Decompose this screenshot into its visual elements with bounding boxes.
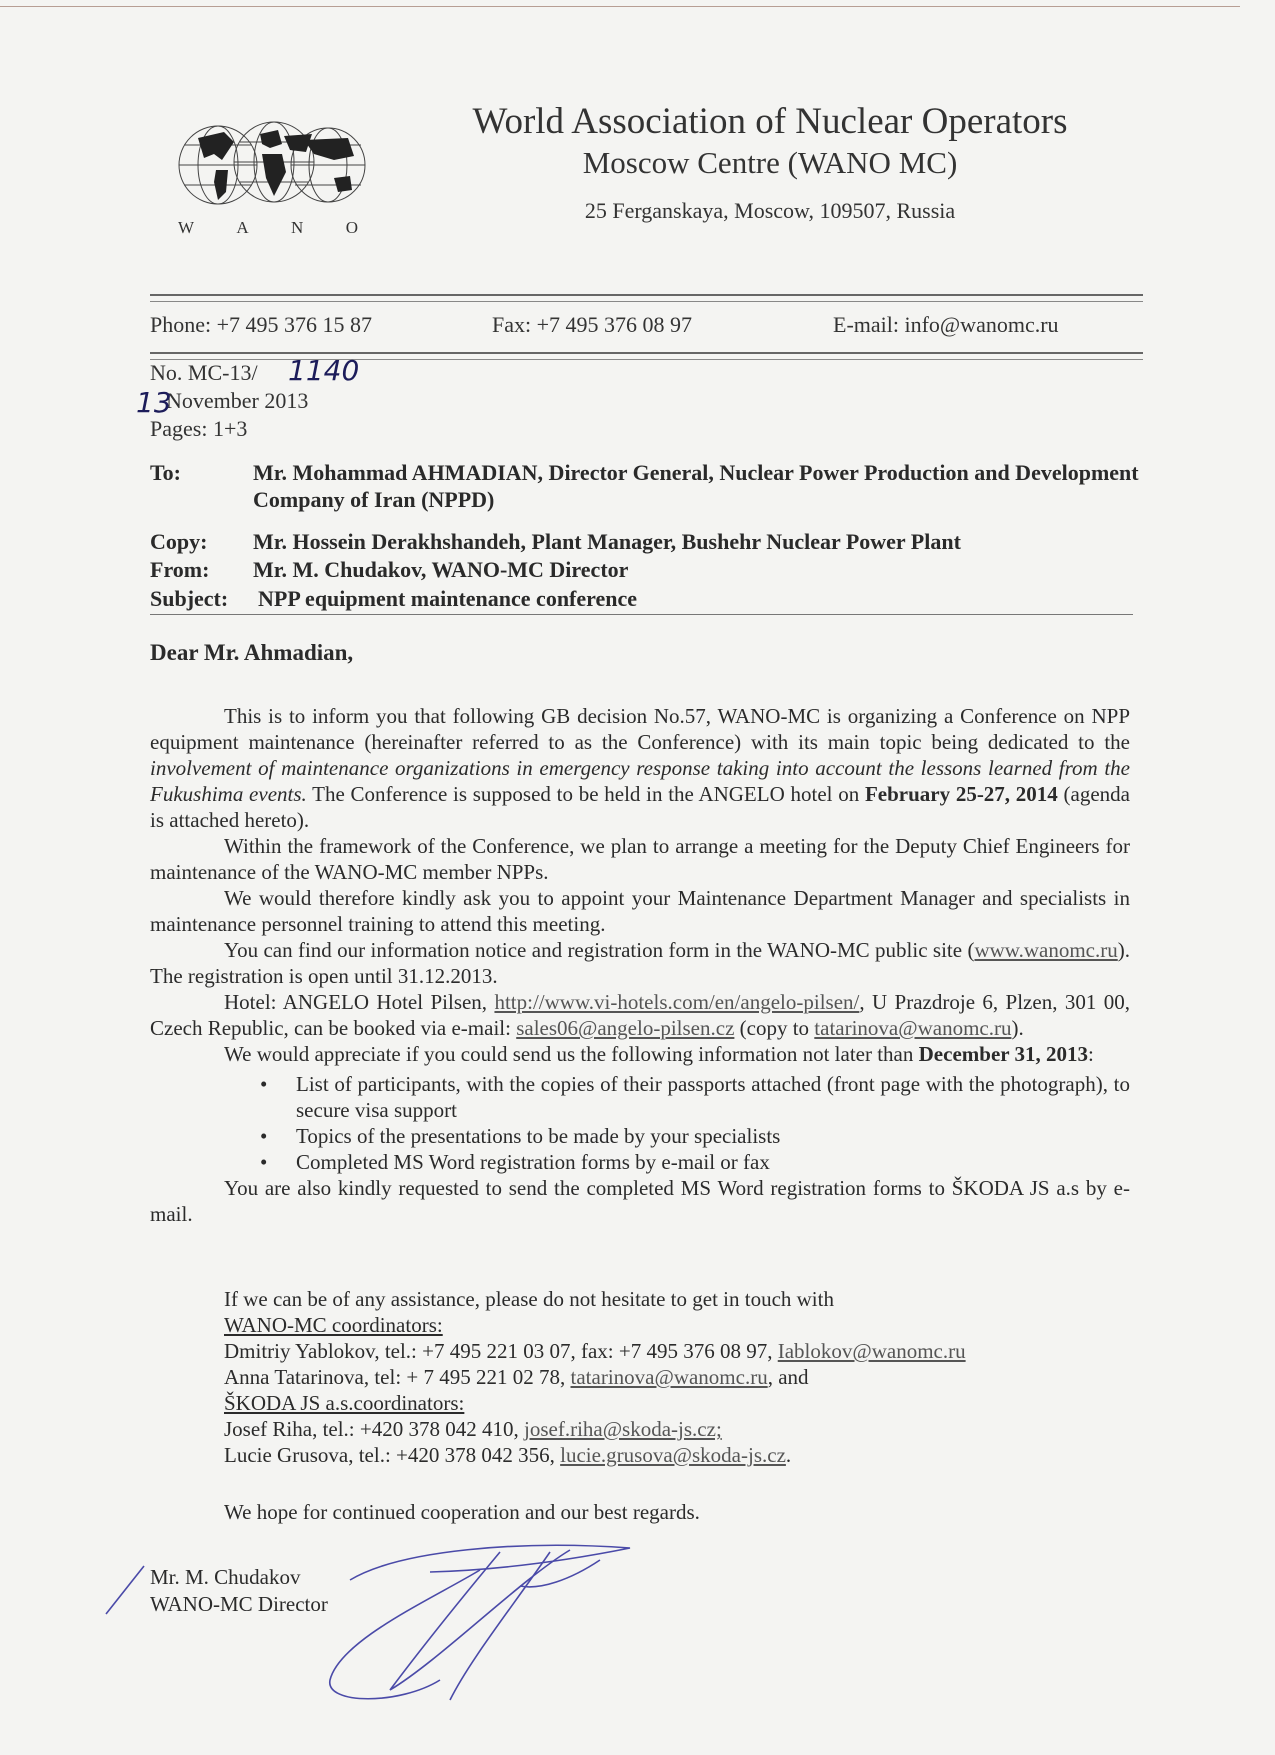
logo-letter: A: [236, 218, 249, 237]
hotel-link[interactable]: http://www.vi-hotels.com/en/angelo-pilsen/: [494, 990, 860, 1014]
site-link[interactable]: www.wanomc.ru: [974, 938, 1118, 962]
bold-run: December 31, 2013: [918, 1042, 1088, 1066]
coordinator-email-link[interactable]: tatarinova@wanomc.ru: [570, 1365, 768, 1389]
coordinator-line: [224, 1338, 966, 1364]
text-run: We would appreciate if you could send us the following information not later than: [224, 1042, 919, 1066]
paragraph-hotel: [150, 989, 1130, 1041]
text-run: .: [785, 1443, 792, 1467]
coordinator-email-link[interactable]: lucie.grusova@skoda-js.cz: [560, 1443, 786, 1467]
to-label: To:: [150, 460, 181, 485]
fax-text: Fax: +7 495 376 08 97: [492, 312, 693, 337]
handwritten-number: 1140: [288, 354, 360, 387]
paragraph-skoda: You are also kindly requested to send the completed MS Word registration forms to ŠKODA JS a.s by e-mail.: [150, 1176, 1130, 1226]
text-run: , and: [767, 1365, 809, 1389]
text-run: (copy to: [734, 1016, 815, 1040]
coordinator-line: [224, 1442, 966, 1468]
text-run: ). The registration is open until 31.12.2013.: [150, 938, 1130, 988]
closing-line: We hope for continued cooperation and our best regards.: [224, 1500, 700, 1524]
handwritten-day: 13: [136, 386, 172, 419]
logo-letter: O: [345, 218, 358, 237]
reference-date: November 2013: [166, 388, 309, 413]
text-run: (agenda is attached hereto).: [150, 782, 1130, 832]
assist-line: If we can be of any assistance, please do not hesitate to get in touch with: [224, 1287, 834, 1311]
subject-row: [150, 585, 1140, 613]
text-run: Anna Tatarinova, tel: + 7 495 221 02 78,: [224, 1365, 571, 1389]
signature-title: WANO-MC Director: [150, 1592, 328, 1616]
coordinator-email-link[interactable]: josef.riha@skoda-js.cz;: [524, 1417, 722, 1441]
copy-value: Mr. Hossein Derakhshandeh, Plant Manager, Bushehr Nuclear Power Plant: [253, 529, 961, 554]
text-run: , U Prazdroje 6, Plzen, 301 00, Czech Republic, can be booked via e-mail:: [150, 990, 1130, 1040]
paragraph-meeting: Within the framework of the Conference, we plan to arrange a meeting for the Deputy Chief Engineers for maintenance of the WANO-MC member NPPs.: [150, 834, 1130, 884]
email-text: E-mail: info@wanomc.ru: [833, 312, 1059, 337]
header-rule-top: [150, 294, 1143, 302]
text-run: ).: [1011, 1016, 1024, 1040]
letter-body: [150, 703, 1130, 1227]
skoda-coordinators-label: ŠKODA JS a.s.coordinators:: [224, 1391, 465, 1415]
text-run: The Conference is supposed to be held in the ANGELO hotel on: [306, 782, 865, 806]
text-run: This is to inform you that following GB decision No.57, WANO-MC is organizing a Conference on NPP equipment maintenance (hereinafter referred to as the Conference) with its main topic being dedicated to the: [150, 704, 1130, 754]
from-row: [150, 556, 1140, 584]
subject-label: Subject:: [150, 586, 229, 611]
to-row: [150, 459, 1140, 515]
handwritten-signature: [100, 1540, 660, 1710]
coordinator-line: [224, 1364, 966, 1390]
org-centre: Moscow Centre (WANO MC): [582, 145, 958, 180]
phone-text: Phone: +7 495 376 15 87: [150, 312, 373, 337]
paragraph-appoint: We would therefore kindly ask you to appoint your Maintenance Department Manager and specialists in maintenance personnel training to attend this meeting.: [150, 886, 1130, 936]
subject-rule: [150, 614, 1133, 615]
salutation: Dear Mr. Ahmadian,: [150, 640, 354, 665]
reference-pages: Pages: 1+3: [150, 416, 248, 441]
coordinator-email-link[interactable]: Iablokov@wanomc.ru: [777, 1339, 966, 1363]
signature-name: Mr. M. Chudakov: [150, 1565, 301, 1589]
reference-number: No. MC-13/: [150, 360, 258, 385]
subject-value: NPP equipment maintenance conference: [258, 586, 638, 611]
org-address: 25 Ferganskaya, Moscow, 109507, Russia: [584, 198, 956, 223]
coordinators-block: [224, 1286, 966, 1468]
paragraph-registration: [150, 937, 1130, 989]
list-item: • Completed MS Word registration forms by e-mail or fax: [150, 1149, 1130, 1175]
italic-run: involvement of maintenance organizations in emergency response taking into account the lessons learned from the Fukushima events.: [150, 756, 1130, 806]
text-run: Dmitriy Yablokov, tel.: +7 495 221 03 07, fax: +7 495 376 08 97,: [224, 1339, 778, 1363]
text-run: Josef Riha, tel.: +420 378 042 410,: [224, 1417, 524, 1441]
copy-email-link[interactable]: tatarinova@wanomc.ru: [814, 1016, 1012, 1040]
copy-row: [150, 528, 1140, 556]
org-name: World Association of Nuclear Operators: [472, 101, 1068, 142]
paragraph-intro: [150, 703, 1130, 833]
hotel-email-link[interactable]: sales06@angelo-pilsen.cz: [516, 1016, 735, 1040]
globe-icon: [178, 120, 368, 215]
top-edge-line: [0, 6, 1240, 7]
info-list: [150, 1071, 1130, 1175]
text-run: Lucie Grusova, tel.: +420 378 042 356,: [224, 1443, 561, 1467]
text-run: You can find our information notice and registration form in the WANO-MC public site (: [224, 938, 975, 962]
list-item: • List of participants, with the copies of their passports attached (front page with the photograph), to secure visa support: [150, 1071, 1130, 1123]
bold-run: February 25-27, 2014: [864, 782, 1058, 806]
coordinator-line: [224, 1416, 966, 1442]
logo-letters: [178, 218, 358, 238]
from-label: From:: [150, 557, 210, 582]
from-value: Mr. M. Chudakov, WANO-MC Director: [253, 557, 629, 582]
org-header: [440, 100, 1100, 226]
reference-block: [150, 359, 308, 443]
to-value: Mr. Mohammad AHMADIAN, Director General, Nuclear Power Production and Development Company of Iran (NPPD): [253, 460, 1139, 512]
list-item: • Topics of the presentations to be made by your specialists: [150, 1123, 1130, 1149]
logo-letter: W: [178, 218, 195, 237]
logo-letter: N: [291, 218, 304, 237]
paragraph-deadline: [150, 1041, 1130, 1067]
text-run: Hotel: ANGELO Hotel Pilsen,: [224, 990, 495, 1014]
wano-coordinators-label: WANO-MC coordinators:: [224, 1313, 443, 1337]
copy-label: Copy:: [150, 529, 208, 554]
wano-logo: [178, 120, 368, 240]
text-run: :: [1087, 1042, 1094, 1066]
